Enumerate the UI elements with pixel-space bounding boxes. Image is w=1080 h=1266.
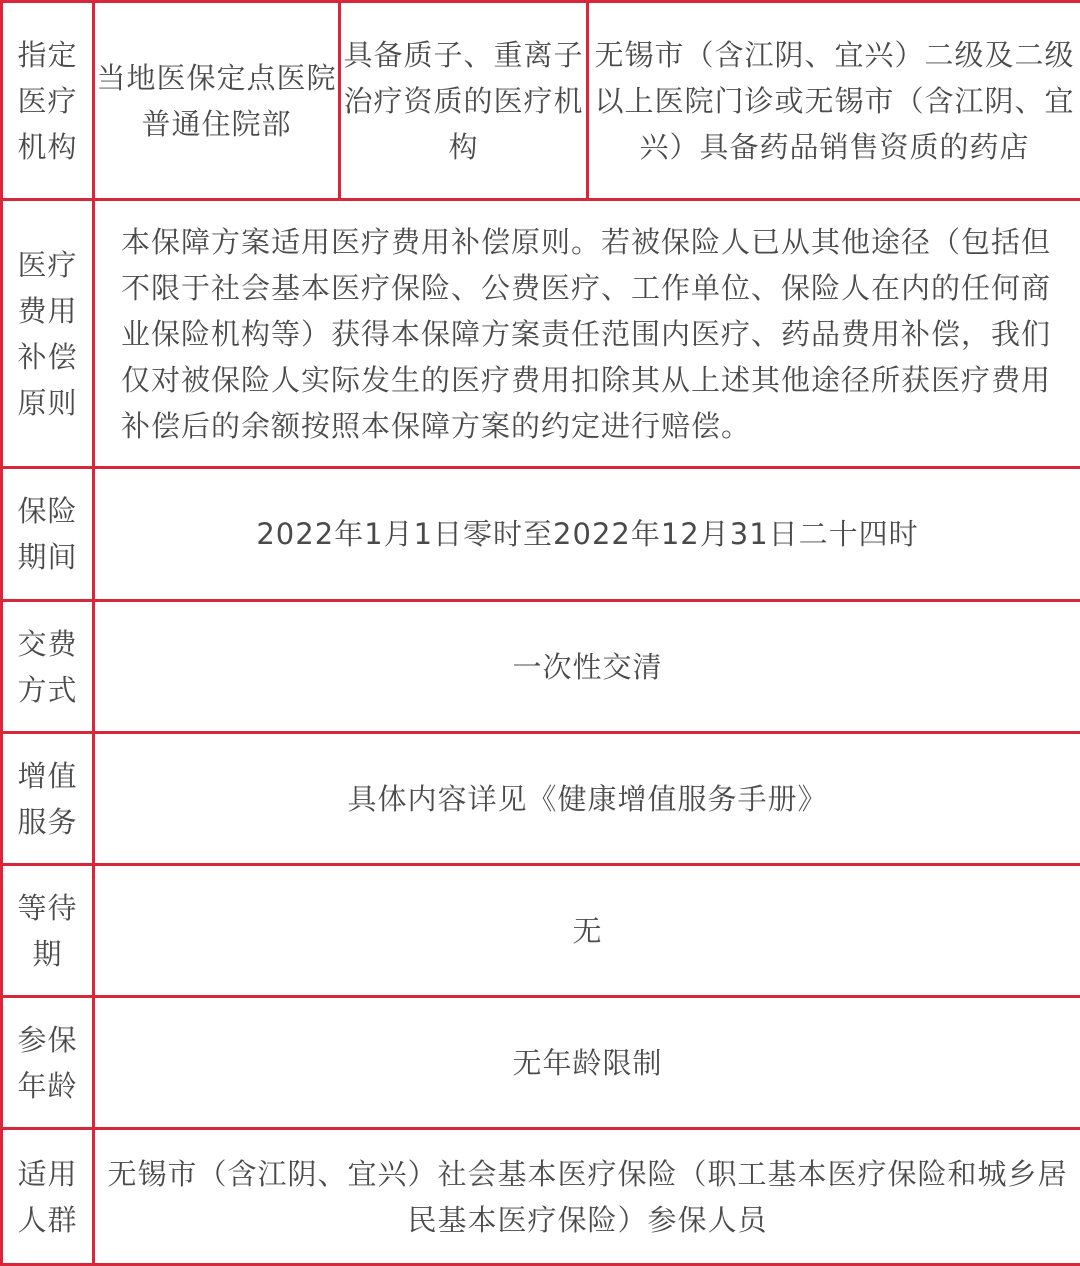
table-row-waiting (2, 865, 1080, 997)
institution-outpatient-pharmacy: 无锡市（含江阴、宜兴）二级及二级以上医院门诊或无锡市（含江阴、宜兴）具备药品销售资质的药店 (588, 2, 1080, 200)
label-text: 交费方式 (16, 621, 80, 713)
row-label-services (2, 733, 94, 865)
waiting-period-value: 无 (94, 865, 1080, 997)
label-text: 参保年龄 (16, 1017, 80, 1109)
table-row-payment (2, 601, 1080, 733)
eligible-population-value: 无锡市（含江阴、宜兴）社会基本医疗保险（职工基本医疗保险和城乡居民基本医疗保险）参保人员 (94, 1129, 1080, 1265)
row-label-period (2, 468, 94, 601)
enrollment-age-value: 无年龄限制 (94, 997, 1080, 1129)
table-row-age (2, 997, 1080, 1129)
label-text: 医疗费用补偿原则 (16, 242, 80, 426)
table-row-institutions (2, 2, 1080, 200)
row-label-payment (2, 601, 94, 733)
payment-method-value: 一次性交清 (94, 601, 1080, 733)
row-label-compensation (2, 200, 94, 468)
institution-proton-therapy: 具备质子、重离子治疗资质的医疗机构 (340, 2, 588, 200)
row-label-waiting (2, 865, 94, 997)
label-text: 指定医疗机构 (16, 32, 80, 170)
compensation-principle-text: 本保障方案适用医疗费用补偿原则。若被保险人已从其他途径（包括但不限于社会基本医疗保险、公费医疗、工作单位、保险人在内的任何商业保险机构等）获得本保障方案责任范围内医疗、药品费用补偿，我们仅对被保险人实际发生的医疗费用扣除其从上述其他途径所获医疗费用补偿后的余额按照本保障方案的约定进行赔偿。 (94, 200, 1080, 468)
value-added-services-value: 具体内容详见《健康增值服务手册》 (94, 733, 1080, 865)
institution-inpatient: 当地医保定点医院普通住院部 (94, 2, 340, 200)
label-text: 适用人群 (16, 1151, 80, 1243)
table-row-compensation (2, 200, 1080, 468)
row-label-eligible (2, 1129, 94, 1265)
label-text: 增值服务 (16, 753, 80, 845)
insurance-period-value: 2022年1月1日零时至2022年12月31日二十四时 (94, 468, 1080, 601)
table-row-eligible (2, 1129, 1080, 1265)
table-row-services (2, 733, 1080, 865)
row-label-age (2, 997, 94, 1129)
table-row-period (2, 468, 1080, 601)
row-label-institutions (2, 2, 94, 200)
label-text: 保险期间 (16, 488, 80, 580)
label-text: 等待期 (16, 885, 80, 977)
